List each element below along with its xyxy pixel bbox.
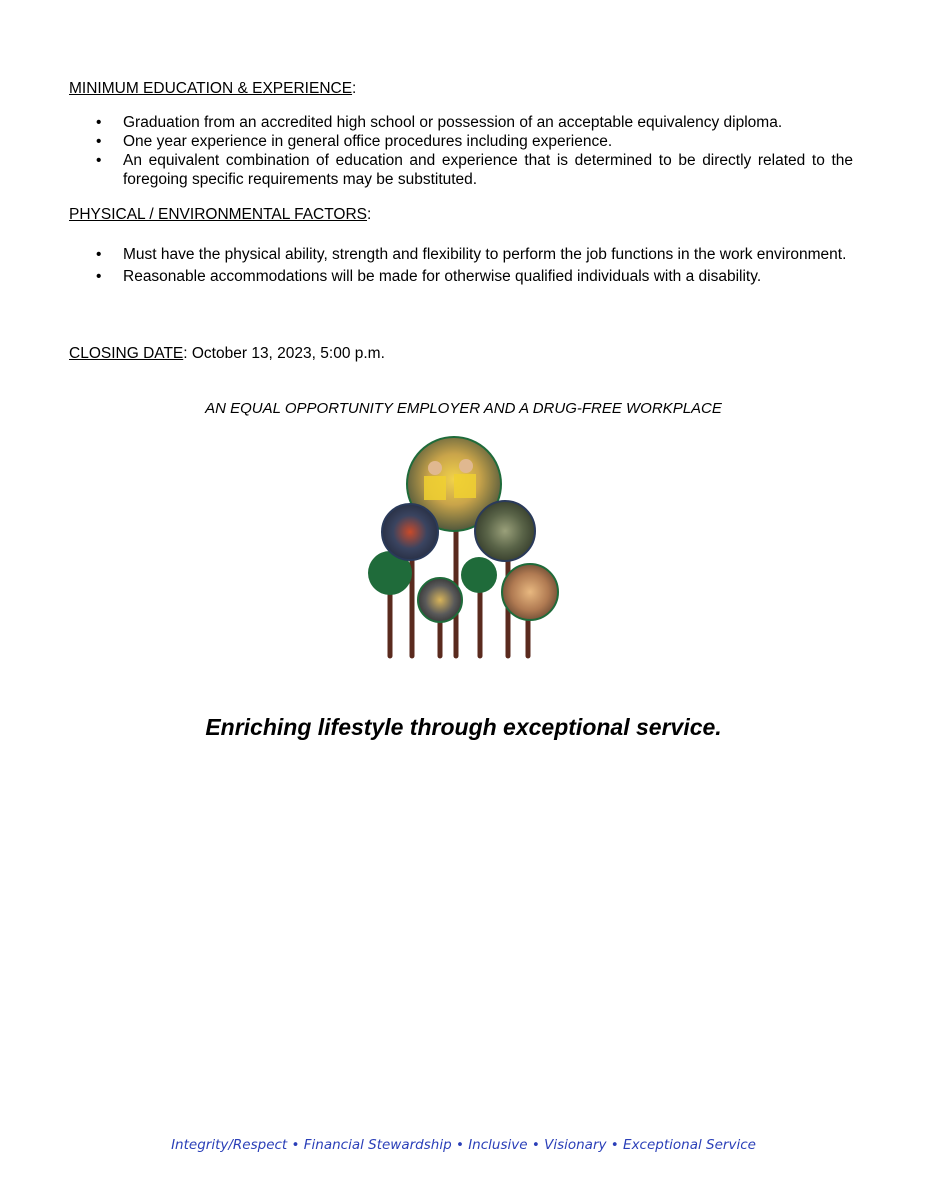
closing-date-label: CLOSING DATE — [69, 345, 184, 362]
physical-heading-text: PHYSICAL / ENVIRONMENTAL FACTORS — [69, 206, 368, 223]
bullet-icon: • — [96, 246, 102, 263]
photo-circle — [382, 504, 438, 560]
eoe-statement: AN EQUAL OPPORTUNITY EMPLOYER AND A DRUG-FREE WORKPLACE — [205, 400, 722, 417]
physical-heading — [69, 206, 371, 224]
photo-circle — [418, 578, 462, 622]
list-item-text: Reasonable accommodations will be made for otherwise qualified individuals with a disability. — [123, 268, 762, 285]
bullet-icon: • — [96, 133, 102, 150]
bullet-icon: • — [96, 114, 102, 131]
list-item-text: Must have the physical ability, strength and flexibility to perform the job functions in the work environment. — [123, 246, 847, 263]
closing-date — [69, 345, 385, 363]
education-heading — [69, 80, 356, 98]
list-item — [96, 245, 853, 264]
list-item — [96, 267, 853, 286]
footer-values: Integrity/Respect • Financial Stewardship • Inclusive • Visionary • Exceptional Service — [171, 1137, 756, 1153]
physical-list — [96, 245, 853, 289]
bullet-icon: • — [96, 152, 102, 169]
tree-top — [461, 557, 497, 593]
list-item-text: One year experience in general office procedures including experience. — [123, 133, 613, 150]
physical-heading-colon: : — [367, 206, 372, 223]
education-heading-colon: : — [352, 80, 357, 97]
list-item-text: Graduation from an accredited high school or possession of an acceptable equivalency diploma. — [123, 114, 783, 131]
bullet-icon: • — [96, 268, 102, 285]
list-item — [96, 113, 853, 132]
photo-circle — [502, 564, 558, 620]
closing-date-value: : October 13, 2023, 5:00 p.m. — [183, 345, 385, 362]
education-heading-text: MINIMUM EDUCATION & EXPERIENCE — [69, 80, 353, 97]
photo-circle — [475, 501, 535, 561]
list-item — [96, 132, 853, 151]
tagline: Enriching lifestyle through exceptional service. — [205, 714, 722, 740]
education-list — [96, 113, 853, 189]
list-item — [96, 151, 853, 189]
list-item-text: An equivalent combination of education and experience that is determined to be directly related to the foregoing specific requirements may be substituted. — [123, 152, 853, 188]
tree-photo-collage-logo-icon — [360, 436, 570, 666]
